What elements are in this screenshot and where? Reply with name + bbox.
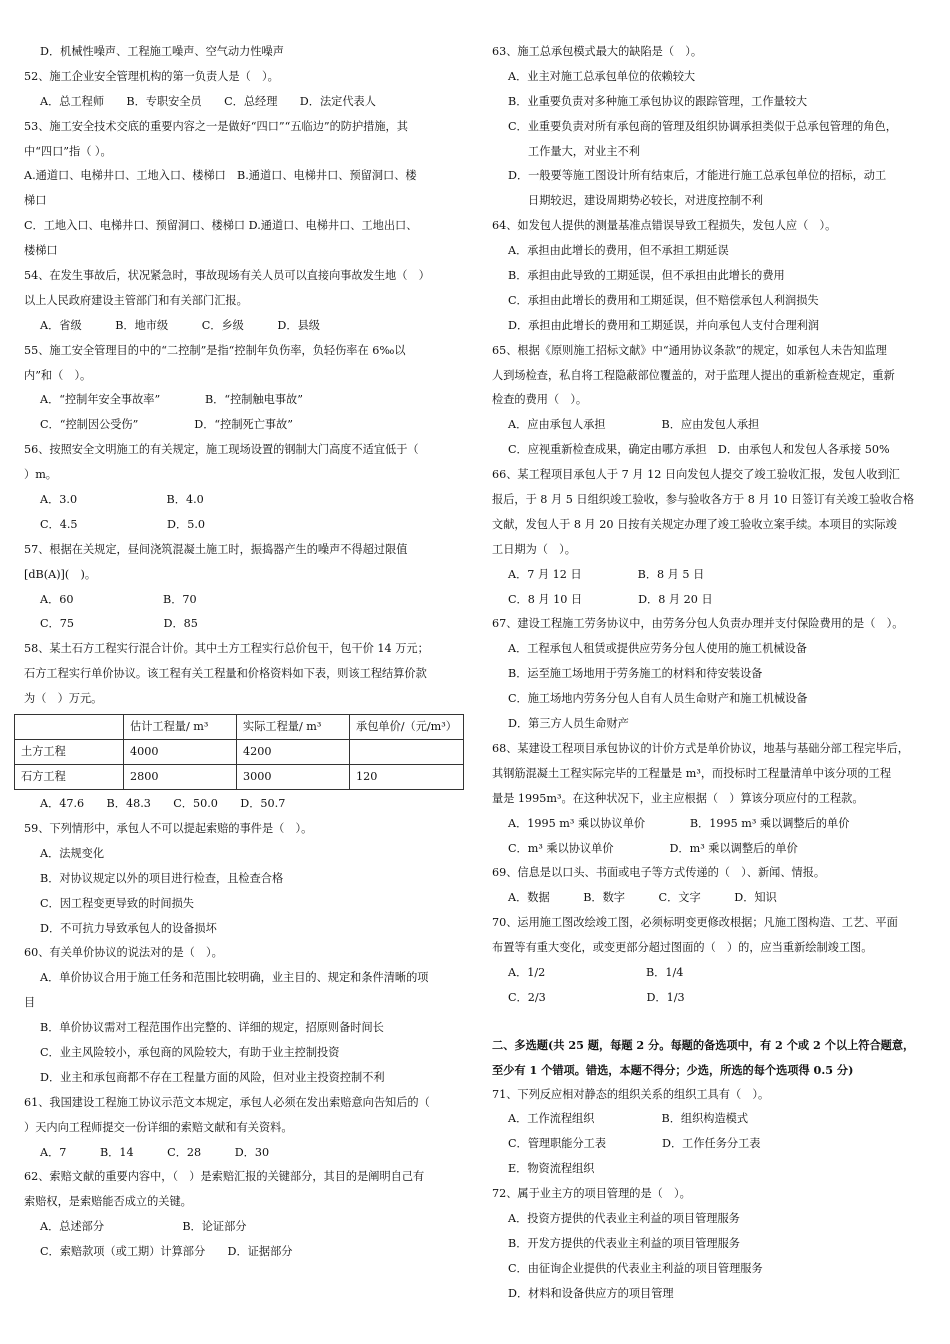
text-line: C．业主风险较小，承包商的风险较大，有助于业主控制投资 [40,1045,340,1059]
text-line: 以上人民政府建设主管部门和有关部门汇报。 [24,293,248,307]
text-line: 为（ ）万元。 [24,692,103,706]
table-cell: 土方工程 [15,740,124,765]
table-cell [350,740,464,765]
text-line: A．投资方提供的代表业主利益的项目管理服务 [508,1211,740,1225]
table-header-cell: 承包单价/（元/m³） [350,715,464,740]
text-line: D．承担由此增长的费用和工期延误，并向承包人支付合理利润 [508,318,820,332]
text-line: A．60 B．70 [40,592,197,606]
text-line: 工作量大，对业主不利 [528,144,640,158]
text-line: D．第三方人员生命财产 [508,717,629,731]
text-line: A．3.0 B．4.0 [40,493,204,507]
text-line: B．承担由此导致的工期延误，但不承担由此增长的费用 [508,269,785,283]
text-line: C．4.5 D．5.0 [40,517,205,531]
text-line: 70、运用施工图改绘竣工图，必须标明变更修改根据；凡施工图构造、工艺、平面 [492,916,898,930]
table-row [15,765,464,790]
text-line: 61、我国建设工程施工协议示范文本规定，承包人必须在发出索赔意向告知后的（ [24,1095,430,1109]
text-line: C．8 月 10 日 D．8 月 20 日 [508,592,713,606]
text-line: ）天内向工程师提交一份详细的索赔文献和有关资料。 [24,1120,293,1134]
text-line: 检查的费用（ ）。 [492,393,588,407]
left-column [21,40,464,1265]
text-line: A．工作流程组织 B．组织构造模式 [508,1112,749,1126]
text-line: A．1/2 B．1/4 [508,965,684,979]
text-line: A．1995 m³ 乘以协议单价 B．1995 m³ 乘以调整后的单价 [508,816,850,830]
text-line: E．物资流程组织 [508,1162,595,1176]
text-line: B．对协议规定以外的项目进行检查，且检查合格 [40,871,284,885]
text-line: 67、建设工程施工劳务协议中，由劳务分包人负责办理并支付保险费用的是（ ）。 [492,617,904,631]
text-line: A．业主对施工总承包单位的依赖较大 [508,69,696,83]
text-line: 报后，于 8 月 5 日组织竣工验收，参与验收各方于 8 月 10 日签订有关竣工验收合格 [492,493,915,507]
text-line: C．75 D．85 [40,617,198,631]
text-line: 目 [24,996,36,1010]
price-table [14,714,464,790]
text-line: 68、某建设工程项目承包协议的计价方式是单价协议，地基与基础分部工程完毕后， [492,741,909,755]
text-line: C．2/3 D．1/3 [508,990,685,1004]
text-line: [dB(A)]( )。 [24,567,97,581]
text-line: A．总工程师 B．专职安全员 C．总经理 D．法定代表人 [40,94,376,108]
text-line: 60、有关单价协议的说法对的是（ ）。 [24,946,223,960]
text-line: C．管理职能分工表 D．工作任务分工表 [508,1137,761,1151]
text-line: D．材料和设备供应方的项目管理 [508,1286,674,1300]
text-line: A．单价协议合用于施工任务和范围比较明确，业主目的、规定和条件清晰的项 [40,971,429,985]
text-line: A．应由承包人承担 B．应由发包人承担 [508,418,760,432]
left-questions-52-58 [24,40,464,712]
text-line: 64、如发包人提供的测量基准点错误导致工程损失，发包人应（ ）。 [492,219,837,233]
text-line: 58、某土石方工程实行混合计价。其中土方工程实行总价包干，包干价 14 万元； [24,642,429,656]
text-line: 72、属于业主方的项目管理的是（ ）。 [492,1187,691,1201]
table-cell: 3000 [237,765,350,790]
text-line: C．“控制因公受伤” D．“控制死亡事故” [40,418,293,432]
table-header-row [15,715,464,740]
text-line: 石方工程实行单价协议。该工程有关工程量和价格资料如下表，则该工程结算价款 [24,667,427,681]
table-header-cell: 估计工程量/ m³ [124,715,237,740]
text-line: 二、多选题(共 25 题，每题 2 分。每题的备选项中，有 2 个或 2 个以上符合题意， [492,1037,915,1052]
text-line: 62、索赔文献的重要内容中，（ ）是索赔汇报的关键部分，其目的是阐明自己有 [24,1170,425,1184]
table-cell: 4200 [237,740,350,765]
text-line: 楼梯口 [24,244,58,258]
text-line: 人到场检查，私自将工程隐蔽部位覆盖的，对于监理人提出的重新检查规定，重新 [492,368,895,382]
right-column [492,40,932,1307]
text-line: A．数据 B．数字 C．文字 D．知识 [508,891,777,905]
text-line: B．运至施工场地用于劳务施工的材料和待安装设备 [508,667,763,681]
text-line: 量是 1995m³。在这种状况下，业主应根据（ ）算该分项应付的工程款。 [492,791,864,805]
text-line: 69、信息是以口头、书面或电子等方式传递的（ ）、新闻、情报。 [492,866,826,880]
text-line: 53、施工安全技术交底的重要内容之一是做好“四口”“五临边”的防护措施，其 [24,119,408,133]
text-line: A．省级 B．地市级 C．乡级 D．县级 [40,318,320,332]
text-line: D．不可抗力导致承包人的设备损坏 [40,921,217,935]
text-line [492,1011,932,1033]
text-line: 52、施工企业安全管理机构的第一负责人是（ ）。 [24,69,279,83]
text-line: C．m³ 乘以协议单价 D．m³ 乘以调整后的单价 [508,841,798,855]
right-questions-63-72 [492,40,932,1307]
text-line: ）m。 [24,468,57,482]
text-line: 54、在发生事故后，状况紧急时，事故现场有关人员可以直接向事故发生地（ ） [24,269,430,283]
text-line: 内”和（ ）。 [24,368,92,382]
text-line: 59、下列情形中，承包人不可以提起索赔的事件是（ ）。 [24,821,313,835]
table-cell: 2800 [124,765,237,790]
text-line: A.通道口、电梯井口、工地入口、楼梯口 B.通道口、电梯井口、预留洞口、楼 [24,169,417,183]
text-line: 梯口 [24,194,47,208]
text-line: B．单价协议需对工程范围作出完整的、详细的规定，招原则备时间长 [40,1021,384,1035]
table-cell: 120 [350,765,464,790]
text-line: C．由征询企业提供的代表业主利益的项目管理服务 [508,1261,763,1275]
text-line: C．承担由此增长的费用和工期延误，但不赔偿承包人利润损失 [508,293,819,307]
text-line: C．工地入口、电梯井口、预留洞口、楼梯口 D.通道口、电梯井口、工地出口、 [24,219,418,233]
text-line: 57、根据在关规定，昼间浇筑混凝土施工时，振捣器产生的噪声不得超过限值 [24,542,408,556]
text-line: 日期较迟，建设周期势必较长，对进度控制不利 [528,194,763,208]
text-line: 布置等有重大变化，或变更部分超过图面的（ ）的，应当重新绘制竣工图。 [492,941,873,955]
text-line: 中“四口”指（ ）。 [24,144,112,158]
text-line: C．施工场地内劳务分包人自有人员生命财产和施工机械设备 [508,692,808,706]
table-header-cell [15,715,124,740]
text-line: A．工程承包人租赁或提供应劳务分包人使用的施工机械设备 [508,642,807,656]
text-line: 56、按照安全文明施工的有关规定，施工现场设置的钢制大门高度不适宜低于（ [24,443,419,457]
text-line: 66、某工程项目承包人于 7 月 12 日向发包人提交了竣工验收汇报，发包人收到汇 [492,468,900,482]
text-line: 63、施工总承包模式最大的缺陷是（ ）。 [492,45,703,58]
text-line: 71、下列反应相对静态的组织关系的组织工具有（ ）。 [492,1087,770,1101]
table-row [15,740,464,765]
text-line: 文献，发包人于 8 月 20 日按有关规定办理了竣工验收立案手续。本项目的实际竣 [492,517,897,531]
text-line: 65、根据《原则施工招标文献》中“通用协议条款”的规定，如承包人未告知监理 [492,343,887,357]
text-line: A．“控制年安全事故率” B．“控制触电事故” [40,393,303,407]
text-line: B．业重要负责对多种施工承包协议的跟踪管理，工作量较大 [508,94,808,108]
text-line: 至少有 1 个错项。错选，本题不得分；少选，所选的每个选项得 0.5 分) [492,1062,854,1077]
left-questions-58-62 [24,792,464,1265]
table-cell: 石方工程 [15,765,124,790]
text-line: 55、施工安全管理目的中的“二控制”是指“控制年负伤率，负轻伤率在 6‰以 [24,343,406,357]
text-line: A．法规变化 [40,846,105,860]
table-header-cell: 实际工程量/ m³ [237,715,350,740]
text-line: A．7 B．14 C．28 D．30 [40,1145,270,1159]
text-line: D．机械性噪声、工程施工噪声、空气动力性噪声 [40,45,284,58]
table-cell: 4000 [124,740,237,765]
text-line: C．业重要负责对所有承包商的管理及组织协调承担类似于总承包管理的角色， [508,119,897,133]
text-line: C．因工程变更导致的时间损失 [40,896,194,910]
text-line: A．47.6 B．48.3 C．50.0 D．50.7 [40,797,286,811]
text-line: D．一般要等施工图设计所有结束后，才能进行施工总承包单位的招标，动工 [508,169,887,183]
text-line: 其钢筋混凝土工程实际完毕的工程量是 m³，而投标时工程量清单中该分项的工程 [492,766,892,780]
text-line: 工日期为（ ）。 [492,542,576,556]
text-line: C．索赔款项（或工期）计算部分 D．证据部分 [40,1245,293,1259]
text-line: C．应视重新检查成果，确定由哪方承担 D．由承包人和发包人各承接 50% [508,443,890,457]
text-line: B．开发方提供的代表业主利益的项目管理服务 [508,1236,740,1250]
text-line: A．总述部分 B．论证部分 [40,1220,247,1234]
text-line: 索赔权，是索赔能否成立的关键。 [24,1195,192,1209]
text-line: A．承担由此增长的费用，但不承担工期延误 [508,244,729,258]
text-line: D．业主和承包商都不存在工程量方面的风险，但对业主投资控制不利 [40,1070,385,1084]
text-line: A．7 月 12 日 B．8 月 5 日 [508,567,705,581]
